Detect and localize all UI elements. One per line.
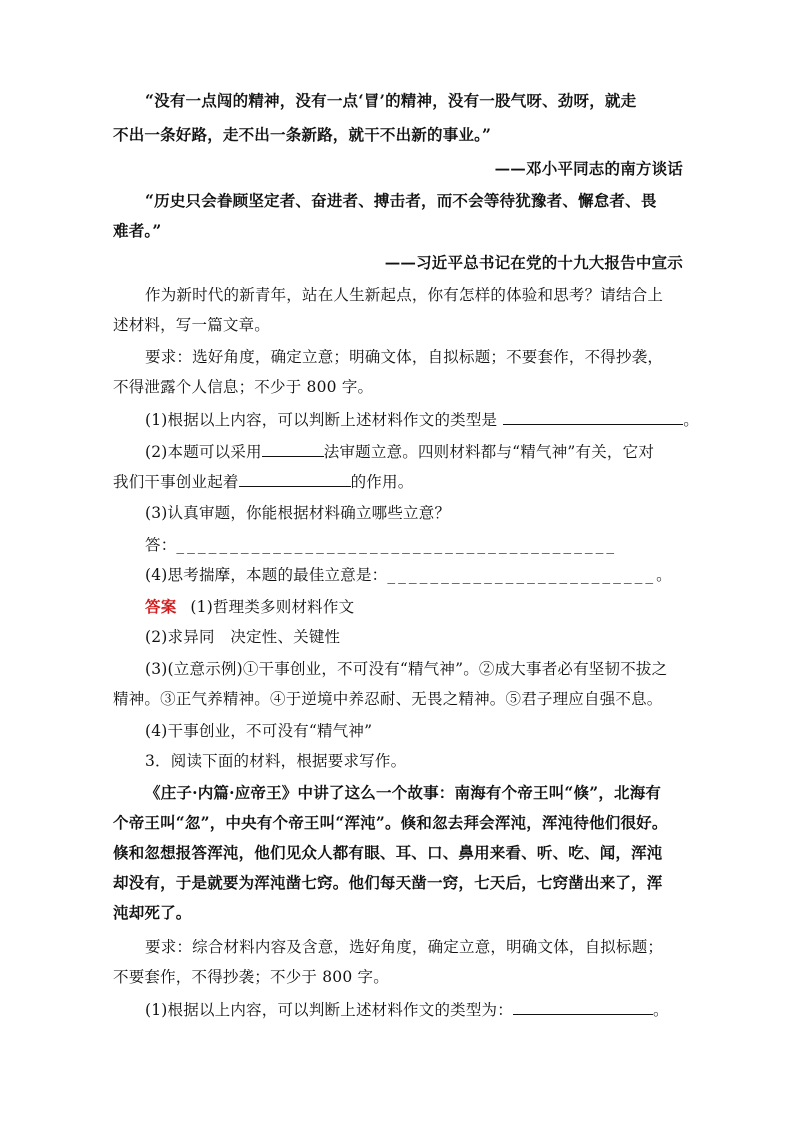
requirement1-line2: 不得泄露个人信息；不少于 800 字。 — [113, 378, 374, 396]
story-line1: 《庄子·内篇·应帝王》中讲了这么一个故事：南海有个帝王叫“倏”，北海有 — [145, 783, 662, 802]
answer-4: (4)干事创业，不可没有“精气神” — [145, 722, 373, 740]
prompt-line1: 作为新时代的新青年，站在人生新起点，你有怎样的体验和思考？请结合上 — [145, 286, 664, 304]
question-4-end: 。 — [656, 566, 672, 584]
question-4-dashes[interactable]: _________________________ — [387, 566, 657, 584]
question-1 — [145, 408, 699, 431]
question-5 — [145, 998, 683, 1021]
question-2-blank-2[interactable] — [239, 470, 351, 487]
task-3-heading: 3．阅读下面的材料，根据要求写作。 — [145, 752, 407, 770]
material1-line2: 不出一条好路，走不出一条新路，就干不出新的事业。” — [113, 125, 492, 144]
requirement2-line2: 不要套作，不得抄袭；不少于 800 字。 — [113, 968, 389, 986]
answer-tag: 答案 — [145, 597, 177, 616]
question-5-text: (1)根据以上内容，可以判断上述材料作文的类型为： — [145, 1001, 513, 1019]
question-2-part4: 的作用。 — [350, 473, 414, 491]
question-4 — [145, 564, 683, 586]
question-5-end: 。 — [652, 1001, 669, 1019]
story-line4: 却没有，于是就要为浑沌凿七窍。他们每天凿一窍，七天后，七窍凿出来了，浑 — [113, 873, 663, 892]
question-3: (3)认真审题，你能根据材料确立哪些立意？ — [145, 504, 451, 522]
question-2-line2 — [113, 470, 683, 493]
answer-dashes[interactable]: _________________________________________ — [176, 536, 618, 554]
prompt-line2: 述材料，写一篇文章。 — [113, 316, 271, 334]
answer-3-line2: 精神。③正气养精神。④于逆境中养忍耐、无畏之精神。⑤君子理应自强不息。 — [113, 690, 663, 708]
answer-line-1 — [145, 596, 683, 618]
question-4-text: (4)思考揣摩，本题的最佳立意是： — [145, 566, 388, 584]
story-line3: 倏和忽想报答浑沌，他们见众人都有眼、耳、口、鼻用来看、听、吃、闻，浑沌 — [113, 843, 663, 862]
question-5-blank[interactable] — [513, 998, 653, 1015]
question-3-answer-line — [145, 534, 683, 556]
story-line2: 个帝王叫“忽”，中央有个帝王叫“浑沌”。倏和忽去拜会浑沌，浑沌待他们很好。 — [113, 813, 668, 832]
story-line5: 沌却死了。 — [113, 903, 192, 922]
material2-line2: 难者。” — [113, 221, 162, 240]
material1-source: ——邓小平同志的南方谈话 — [494, 159, 683, 178]
question-2-part3: 我们干事创业起着 — [113, 473, 239, 491]
material2-line1: “历史只会眷顾坚定者、奋进者、搏击者，而不会等待犹豫者、懈怠者、畏 — [145, 191, 657, 210]
answer-1: (1)哲理类多则材料作文 — [190, 598, 355, 616]
requirement2-line1: 要求：综合材料内容及含意，选好角度，确定立意，明确文体，自拟标题； — [145, 938, 664, 956]
question-1-end: 。 — [683, 411, 699, 429]
question-2-line1 — [145, 440, 683, 463]
material1-line1: “没有一点闯的精神，没有一点‘冒’的精神，没有一股气呀、劲呀，就走 — [145, 91, 637, 110]
answer-label: 答： — [145, 536, 177, 554]
question-2-part1: (2)本题可以采用 — [145, 443, 262, 461]
requirement1-line1: 要求：选好角度，确定立意；明确文体，自拟标题；不要套作，不得抄袭， — [145, 348, 664, 366]
answer-2: (2)求异同 决定性、关键性 — [145, 628, 341, 646]
material2-source: ——习近平总书记在党的十九大报告中宣示 — [384, 253, 683, 272]
question-2-blank-1[interactable] — [262, 440, 324, 457]
answer-3-line1: (3)(立意示例)①干事创业，不可没有“精气神”。②成大事者必有坚韧不拔之 — [145, 660, 668, 678]
question-2-part2: 法审题立意。四则材料都与“精气神”有关，它对 — [323, 443, 655, 461]
question-1-blank[interactable] — [503, 408, 683, 425]
question-1-text: (1)根据以上内容，可以判断上述材料作文的类型是 — [145, 411, 498, 429]
